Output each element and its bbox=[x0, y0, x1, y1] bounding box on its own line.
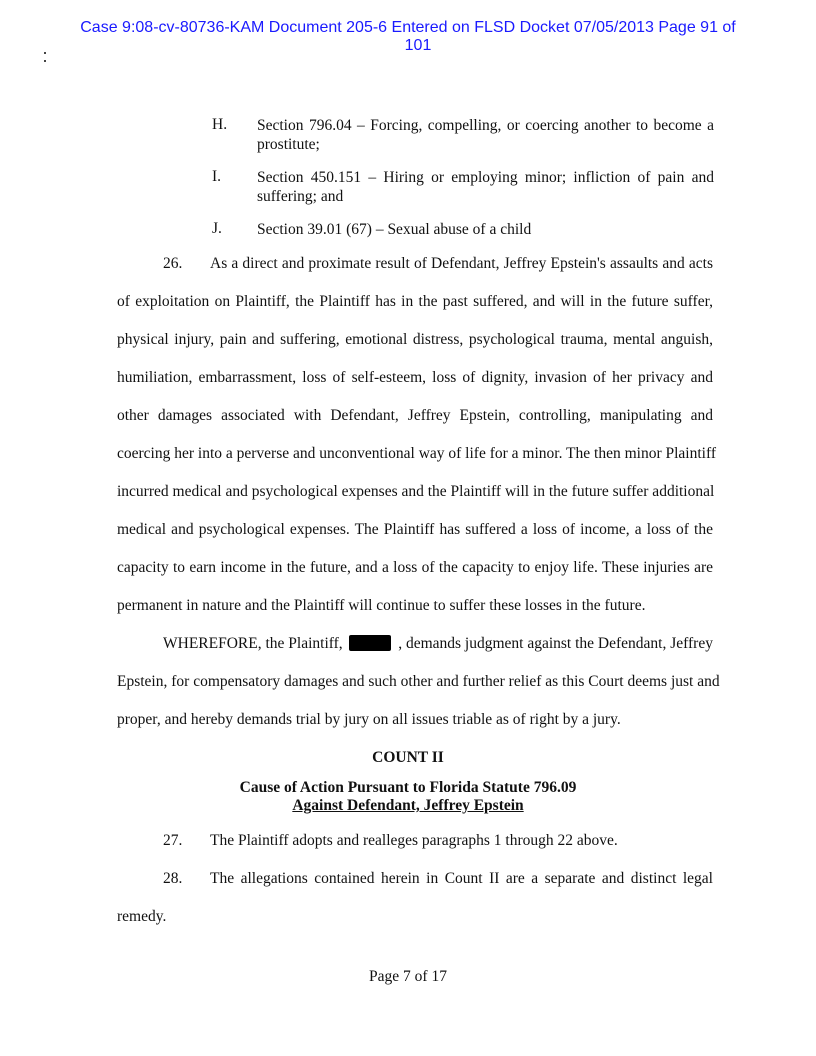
paragraph-line: The allegations contained herein in Count II are a separate and distinct legal bbox=[210, 870, 713, 887]
count-title: COUNT II bbox=[372, 749, 444, 766]
list-item-text: Section 450.151 – Hiring or employing minor; infliction of pain and suffering; and bbox=[257, 169, 714, 205]
redaction-box bbox=[349, 635, 391, 651]
paragraph-number: 26. bbox=[163, 255, 183, 272]
paragraph-line: coercing her into a perverse and unconventional way of life for a minor. The then minor Plaintiff bbox=[117, 445, 717, 462]
count-subtitle: Cause of Action Pursuant to Florida Statute 796.09 bbox=[239, 779, 577, 796]
page-footer: Page 7 of 17 bbox=[369, 968, 447, 985]
count-subtitle2: Against Defendant, Jeffrey Epstein bbox=[292, 797, 524, 814]
paragraph-line: other damages associated with Defendant, Jeffrey Epstein, controlling, manipulating and bbox=[117, 407, 713, 424]
wherefore-line2: Epstein, for compensatory damages and such other and further relief as this Court deems just and bbox=[117, 673, 720, 690]
paragraph-line: capacity to earn income in the future, and a loss of the capacity to enjoy life. These injuries are bbox=[117, 559, 713, 576]
wherefore-text: , demands judgment against the Defendant, Jeffrey bbox=[398, 635, 713, 652]
paragraph-line: of exploitation on Plaintiff, the Plaintiff has in the past suffered, and will in the future suffer, bbox=[117, 293, 713, 310]
list-item-text: Section 39.01 (67) – Sexual abuse of a child bbox=[257, 221, 532, 238]
paragraph-number: 27. bbox=[163, 832, 183, 849]
paragraph-line: remedy. bbox=[117, 908, 167, 925]
wherefore-line1 bbox=[163, 635, 713, 653]
wherefore-line3: proper, and hereby demands trial by jury on all issues triable as of right by a jury. bbox=[117, 711, 621, 728]
paragraph-number: 28. bbox=[163, 870, 183, 887]
list-item-letter: H. bbox=[212, 116, 228, 133]
paragraph-text: The Plaintiff adopts and realleges paragraphs 1 through 22 above. bbox=[210, 832, 618, 849]
list-item-letter: I. bbox=[212, 168, 222, 185]
paragraph-line: humiliation, embarrassment, loss of self-esteem, loss of dignity, invasion of her privacy and bbox=[117, 369, 713, 386]
paragraph-line: permanent in nature and the Plaintiff will continue to suffer these losses in the future. bbox=[117, 597, 646, 614]
paragraph-line: As a direct and proximate result of Defendant, Jeffrey Epstein's assaults and acts bbox=[210, 255, 713, 272]
docket-header-line1: Case 9:08-cv-80736-KAM Document 205-6 Entered on FLSD Docket 07/05/2013 Page 91 of bbox=[80, 19, 736, 36]
scan-speck bbox=[44, 60, 46, 62]
wherefore-text: WHEREFORE, the Plaintiff, bbox=[163, 635, 343, 652]
docket-header-line2: 101 bbox=[404, 37, 432, 54]
paragraph-line: physical injury, pain and suffering, emotional distress, psychological trauma, mental anguish, bbox=[117, 331, 713, 348]
scan-speck bbox=[44, 52, 46, 54]
paragraph-line: incurred medical and psychological expenses and the Plaintiff will in the future suffer additional bbox=[117, 483, 715, 500]
list-item-letter: J. bbox=[212, 220, 222, 237]
list-item-text: Section 796.04 – Forcing, compelling, or coercing another to become a prostitute; bbox=[257, 117, 714, 153]
paragraph-line: medical and psychological expenses. The Plaintiff has suffered a loss of income, a loss of the bbox=[117, 521, 713, 538]
count-subtitle2-wrap bbox=[0, 797, 816, 815]
